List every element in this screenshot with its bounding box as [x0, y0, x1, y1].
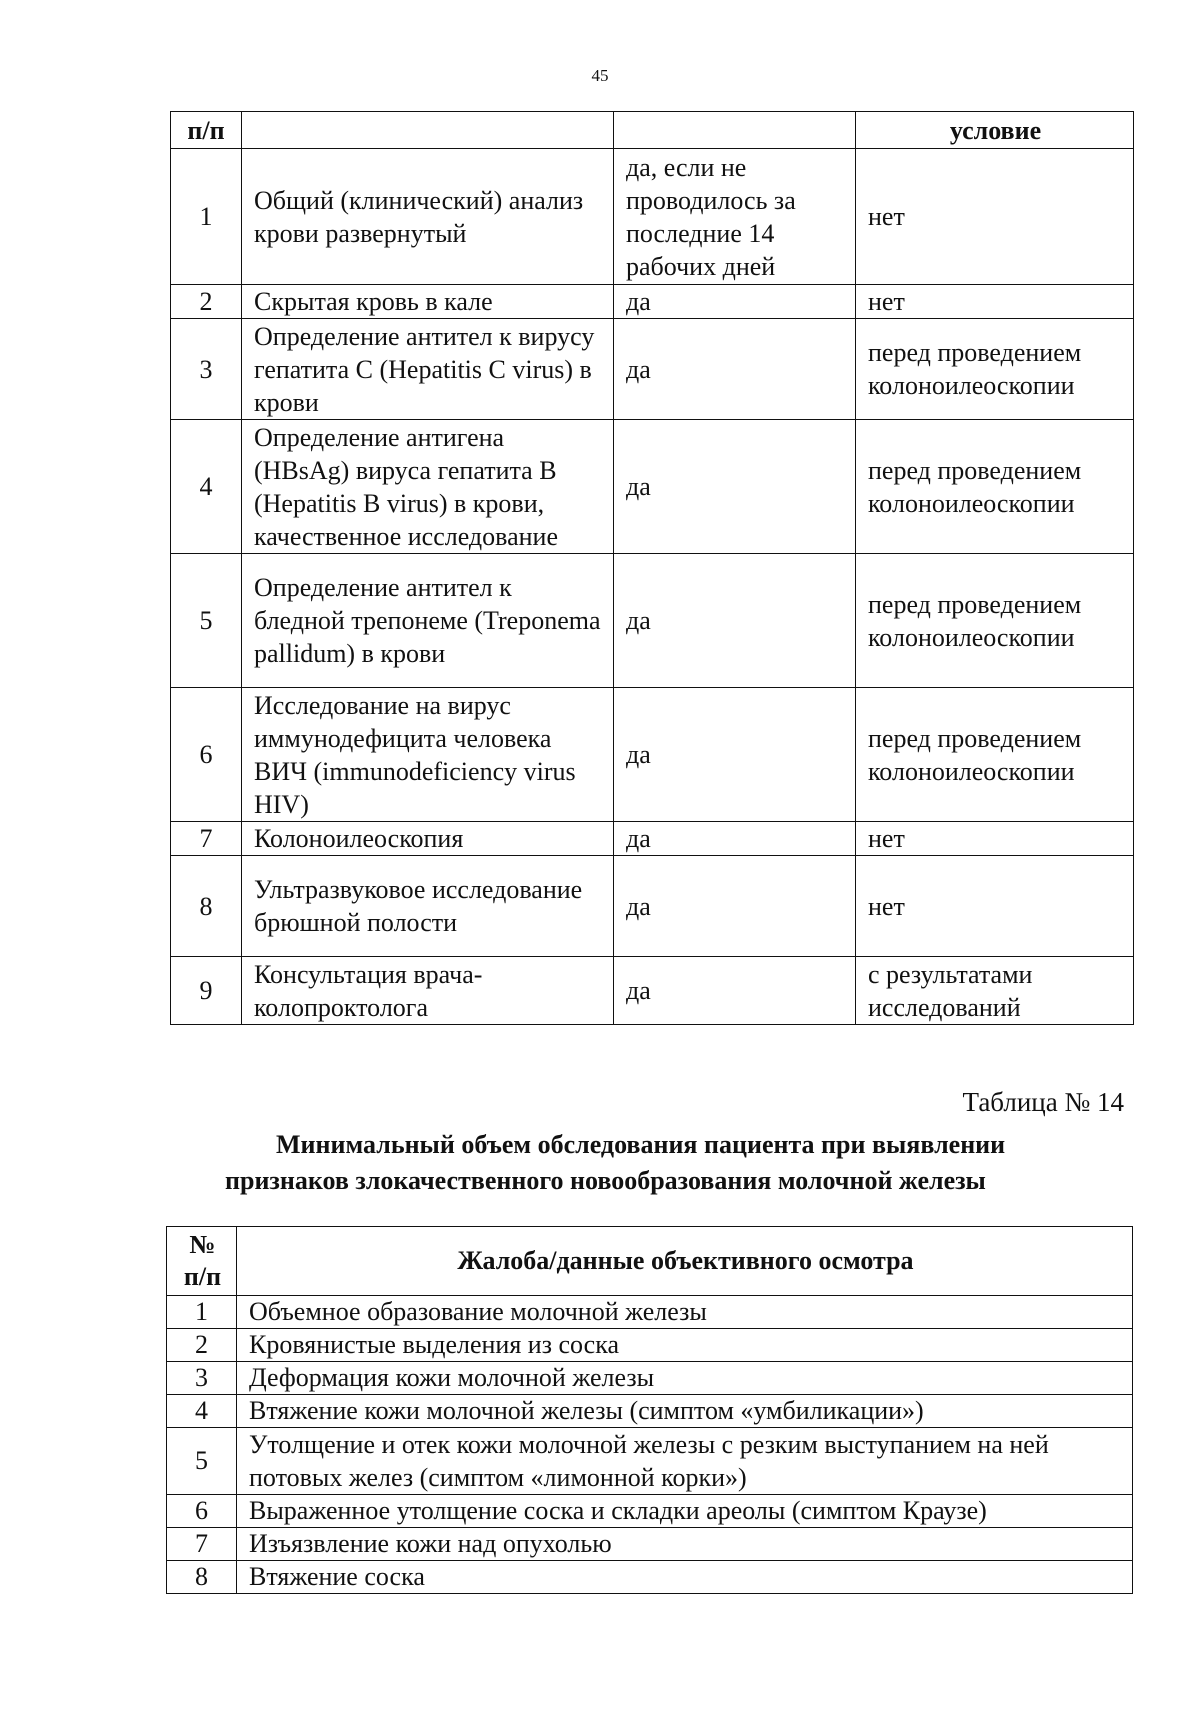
table-row	[167, 1528, 1133, 1561]
row-required: да	[614, 319, 856, 420]
row-required: да	[614, 957, 856, 1025]
row-condition: перед проведением колоноилеоскопии	[856, 420, 1134, 554]
row-required: да	[614, 856, 856, 957]
row-condition: нет	[856, 285, 1134, 319]
row-condition: с результатами исследований	[856, 957, 1134, 1025]
row-required: да	[614, 420, 856, 554]
row-num: 6	[167, 1495, 237, 1528]
row-text: Втяжение соска	[237, 1561, 1133, 1594]
row-text: Изъязвление кожи над опухолью	[237, 1528, 1133, 1561]
complaints-table	[166, 1226, 1133, 1594]
row-test: Консультация врача-колопроктолога	[242, 957, 614, 1025]
row-test: Колоноилеоскопия	[242, 822, 614, 856]
table-row	[171, 822, 1134, 856]
table-row	[167, 1296, 1133, 1329]
row-text: Деформация кожи молочной железы	[237, 1362, 1133, 1395]
row-required: да	[614, 688, 856, 822]
table-row	[171, 554, 1134, 688]
table-row	[167, 1561, 1133, 1594]
row-num: 5	[167, 1428, 237, 1495]
table-row	[171, 856, 1134, 957]
row-text: Втяжение кожи молочной железы (симптом «умбиликации»)	[237, 1395, 1133, 1428]
table-row	[171, 285, 1134, 319]
table-row	[167, 1495, 1133, 1528]
row-required: да, если не проводилось за последние 14 рабочих дней	[614, 149, 856, 285]
table-caption: Таблица № 14	[962, 1087, 1124, 1117]
header-complaint: Жалоба/данные объективного осмотра	[237, 1227, 1133, 1296]
row-condition: перед проведением колоноилеоскопии	[856, 688, 1134, 822]
row-text: Выраженное утолщение соска и складки ареолы (симптом Краузе)	[237, 1495, 1133, 1528]
row-num: 2	[167, 1329, 237, 1362]
row-required: да	[614, 285, 856, 319]
table-row	[171, 319, 1134, 420]
row-text: Объемное образование молочной железы	[237, 1296, 1133, 1329]
header-num	[167, 1227, 237, 1296]
row-test: Ультразвуковое исследование брюшной полости	[242, 856, 614, 957]
row-required: да	[614, 822, 856, 856]
row-num: 3	[167, 1362, 237, 1395]
header-num-line-2: п/п	[183, 1262, 222, 1291]
row-condition: перед проведением колоноилеоскопии	[856, 319, 1134, 420]
row-num: 8	[167, 1561, 237, 1594]
row-condition: нет	[856, 822, 1134, 856]
table-row	[171, 420, 1134, 554]
row-condition: перед проведением колоноилеоскопии	[856, 554, 1134, 688]
header-condition: условие	[856, 112, 1134, 149]
table-row	[167, 1395, 1133, 1428]
row-required: да	[614, 554, 856, 688]
row-num: 7	[171, 822, 242, 856]
row-num: 4	[171, 420, 242, 554]
table-row	[171, 957, 1134, 1025]
row-test: Определение антител к вирусу гепатита С (Hepatitis C virus) в крови	[242, 319, 614, 420]
table-header-row	[167, 1227, 1133, 1296]
row-test: Определение антигена (HBsAg) вируса гепатита В (Hepatitis В virus) в крови, качественное исследование	[242, 420, 614, 554]
row-num: 1	[167, 1296, 237, 1329]
row-test: Общий (клинический) анализ крови развернутый	[242, 149, 614, 285]
row-num: 8	[171, 856, 242, 957]
table-row	[171, 688, 1134, 822]
row-num: 7	[167, 1528, 237, 1561]
row-num: 3	[171, 319, 242, 420]
table-row	[167, 1428, 1133, 1495]
examination-table	[170, 111, 1134, 1025]
row-num: 5	[171, 554, 242, 688]
row-text: Кровянистые выделения из соска	[237, 1329, 1133, 1362]
row-num: 6	[171, 688, 242, 822]
row-num: 4	[167, 1395, 237, 1428]
table-header-row	[171, 112, 1134, 149]
header-test	[242, 112, 614, 149]
row-test: Исследование на вирус иммунодефицита человека ВИЧ (immunodeficiency virus HIV)	[242, 688, 614, 822]
header-num: п/п	[171, 112, 242, 149]
section-title-line-2: признаков злокачественного новообразования молочной железы	[225, 1166, 986, 1195]
row-test: Скрытая кровь в кале	[242, 285, 614, 319]
header-num-line-1: №	[189, 1230, 216, 1259]
row-num: 2	[171, 285, 242, 319]
table-row	[167, 1329, 1133, 1362]
table-row	[167, 1362, 1133, 1395]
row-text: Утолщение и отек кожи молочной железы с резким выступанием на ней потовых желез (симптом «лимонной корки»)	[237, 1428, 1133, 1495]
section-title	[0, 1127, 1200, 1199]
page-number: 45	[591, 66, 609, 85]
row-condition: нет	[856, 149, 1134, 285]
row-test: Определение антител к бледной трепонеме (Treponema pallidum) в крови	[242, 554, 614, 688]
table-row	[171, 149, 1134, 285]
row-num: 1	[171, 149, 242, 285]
header-required	[614, 112, 856, 149]
row-num: 9	[171, 957, 242, 1025]
row-condition: нет	[856, 856, 1134, 957]
section-title-line-1: Минимальный объем обследования пациента при выявлении	[276, 1130, 1006, 1159]
